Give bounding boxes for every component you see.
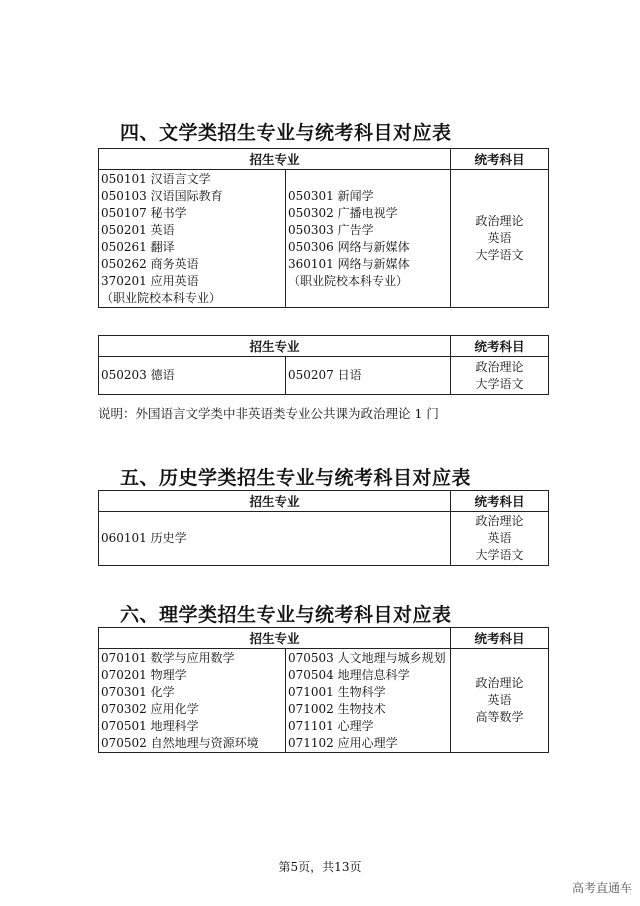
- subject: 政治理论: [475, 214, 524, 228]
- section-6-heading: 六、理学类招生专业与统考科目对应表: [120, 604, 452, 626]
- list-item: 370201 应用英语: [101, 273, 199, 288]
- section-4-note: 说明：外国语言文学类中非英语类专业公共课为政治理论 1 门: [98, 406, 439, 421]
- subject: 政治理论: [475, 359, 524, 374]
- list-item: 070101 数学与应用数学: [101, 650, 235, 665]
- list-item: 050103 汉语国际教育: [101, 188, 223, 203]
- subject: 政治理论: [475, 514, 524, 528]
- major-cell: [99, 512, 451, 566]
- subject: 政治理论: [475, 676, 524, 690]
- major-cell-right: [286, 357, 451, 395]
- subject-cell: [451, 170, 549, 308]
- literature-table: [98, 148, 549, 308]
- list-item: 070201 物理学: [101, 667, 187, 682]
- header-major: 招生专业: [99, 628, 451, 649]
- list-item: 050101 汉语言文学: [101, 171, 211, 186]
- section-5-heading: 五、历史学类招生专业与统考科目对应表: [120, 467, 472, 489]
- list-item: 050262 商务英语: [101, 256, 199, 271]
- header-major: 招生专业: [99, 491, 451, 512]
- subject: 大学语文: [475, 376, 524, 391]
- subject: 英语: [487, 231, 512, 245]
- major-list-left: [99, 170, 286, 308]
- watermark: 高考直通车: [571, 881, 632, 895]
- list-item: 050306 网络与新媒体: [288, 239, 410, 254]
- header-subject: 统考科目: [451, 491, 549, 512]
- list-item: 050201 英语: [101, 222, 175, 237]
- subject-cell: [451, 357, 549, 395]
- list-item: 071001 生物科学: [288, 684, 386, 699]
- subject: 英语: [487, 693, 512, 707]
- list-item: （职业院校本科专业）: [101, 290, 222, 305]
- science-table: [98, 627, 549, 753]
- list-item: 071102 应用心理学: [288, 735, 398, 750]
- list-item: 050302 广播电视学: [288, 205, 398, 220]
- list-item: 070504 地理信息科学: [288, 667, 410, 682]
- foreign-language-table: [98, 335, 549, 395]
- list-item: 050107 秘书学: [101, 205, 187, 220]
- header-major: 招生专业: [99, 336, 451, 357]
- major-cell-left: [99, 357, 286, 395]
- section-4-heading: 四、文学类招生专业与统考科目对应表: [120, 122, 452, 144]
- history-table: [98, 490, 549, 566]
- subject: 大学语文: [475, 548, 524, 562]
- list-item: 050207 日语: [288, 368, 362, 382]
- list-item: 070502 自然地理与资源环境: [101, 735, 259, 750]
- header-subject: 统考科目: [451, 628, 549, 649]
- list-item: 050301 新闻学: [288, 188, 374, 203]
- list-item: （职业院校本科专业）: [288, 273, 409, 288]
- subject: 英语: [487, 531, 512, 545]
- subject-cell: [451, 512, 549, 566]
- list-item: 050303 广告学: [288, 222, 374, 237]
- header-subject: 统考科目: [451, 336, 549, 357]
- header-subject: 统考科目: [451, 149, 549, 170]
- header-major: 招生专业: [99, 149, 451, 170]
- subject: 大学语文: [475, 248, 524, 262]
- list-item: 050261 翻译: [101, 239, 175, 254]
- list-item: 360101 网络与新媒体: [288, 256, 410, 271]
- page-number: 第5页，共13页: [278, 860, 362, 874]
- list-item: 070501 地理科学: [101, 718, 199, 733]
- list-item: 070302 应用化学: [101, 701, 199, 716]
- list-item: 060101 历史学: [101, 531, 187, 545]
- subject-cell: [451, 649, 549, 753]
- list-item: 070301 化学: [101, 684, 175, 699]
- list-item: 070503 人文地理与城乡规划: [288, 650, 446, 665]
- major-list-left: [99, 649, 286, 753]
- subject: 高等数学: [475, 710, 524, 724]
- major-list-right: [286, 170, 451, 308]
- major-list-right: [286, 649, 451, 753]
- list-item: 071002 生物技术: [288, 701, 386, 716]
- list-item: 071101 心理学: [288, 718, 374, 733]
- list-item: 050203 德语: [101, 368, 175, 382]
